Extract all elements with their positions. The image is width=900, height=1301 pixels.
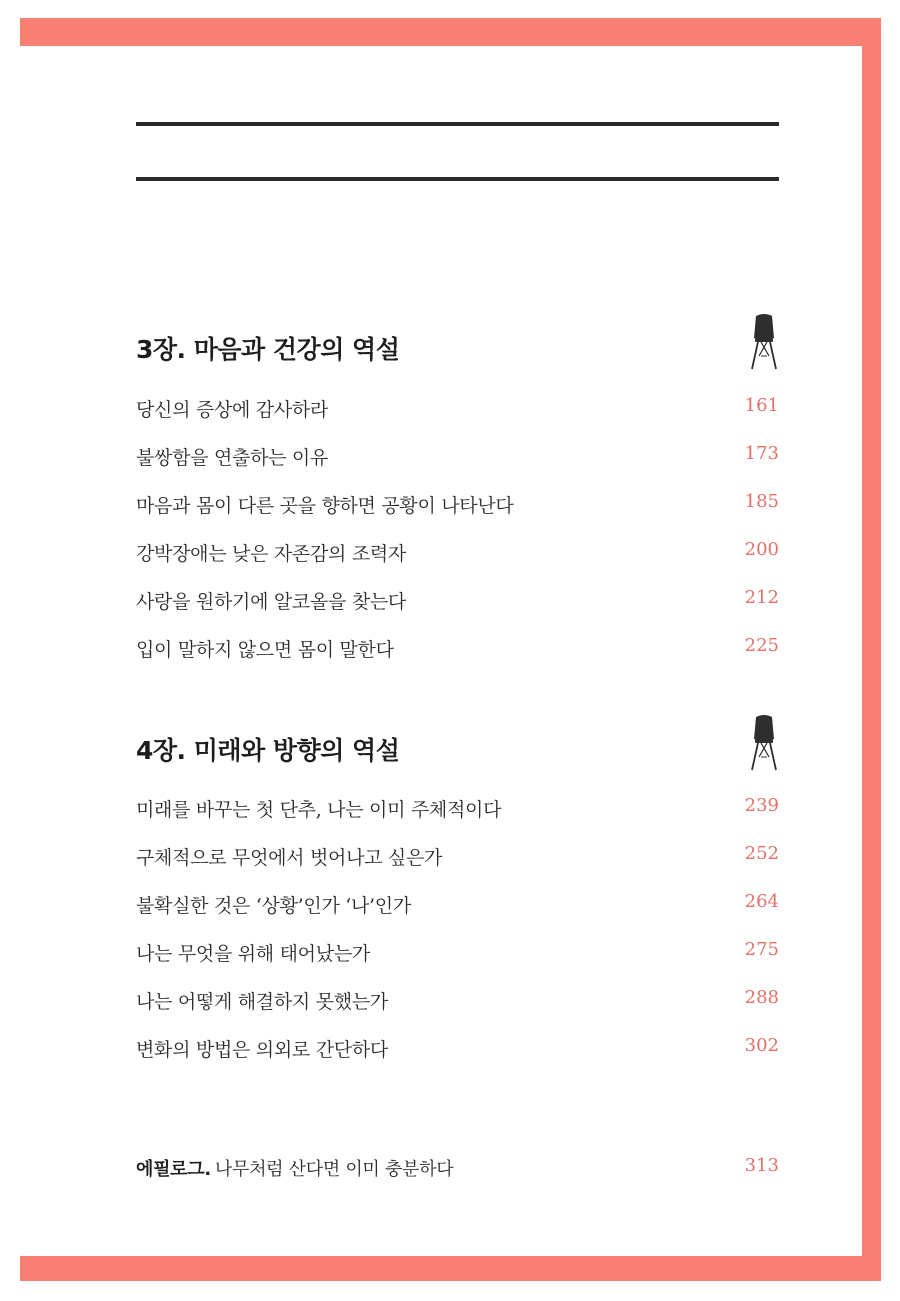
toc-entry-title: 불쌍함을 연출하는 이유 — [136, 447, 329, 469]
toc-entry[interactable] — [136, 987, 779, 1017]
toc-entry-page: 252 — [744, 843, 779, 864]
chapter-4-section — [136, 713, 779, 1061]
chapter-title: 3장. 마음과 건강의 역설 — [136, 335, 400, 364]
toc-entry-title: 구체적으로 무엇에서 벗어나고 싶은가 — [136, 847, 443, 869]
header-rule-bottom — [136, 177, 779, 181]
epilogue-title: 나무처럼 산다면 이미 충분하다 — [214, 1159, 454, 1180]
toc-entry-title: 미래를 바꾸는 첫 단추, 나는 이미 주체적이다 — [136, 799, 502, 821]
epilogue-label: 에필로그. — [136, 1159, 211, 1180]
epilogue-page: 313 — [744, 1155, 779, 1176]
chapter-title: 4장. 미래와 방향의 역설 — [136, 736, 400, 765]
chair-icon — [749, 312, 779, 372]
toc-entry[interactable] — [136, 443, 779, 473]
toc-entry-page: 185 — [744, 491, 779, 512]
toc-entry[interactable] — [136, 843, 779, 873]
frame-bottom-border — [20, 1256, 881, 1281]
toc-entry[interactable] — [136, 891, 779, 921]
toc-entry-title: 강박장애는 낮은 자존감의 조력자 — [136, 543, 406, 565]
header-rule-top — [136, 122, 779, 126]
toc-entry-page: 275 — [744, 939, 779, 960]
toc-entry[interactable] — [136, 939, 779, 969]
toc-entry-page: 161 — [744, 395, 779, 416]
toc-entry[interactable] — [136, 1035, 779, 1065]
toc-entry-title: 입이 말하지 않으면 몸이 말한다 — [136, 639, 394, 661]
toc-entry-title: 나는 무엇을 위해 태어났는가 — [136, 943, 370, 965]
chapter-header — [136, 312, 779, 372]
chapter-3-section — [136, 312, 779, 661]
toc-entry-page: 288 — [744, 987, 779, 1008]
toc-entry-page: 264 — [744, 891, 779, 912]
toc-entry-page: 200 — [744, 539, 779, 560]
frame-top-border — [20, 18, 881, 46]
toc-entry[interactable] — [136, 795, 779, 825]
epilogue-entry[interactable] — [136, 1155, 779, 1185]
toc-entry[interactable] — [136, 539, 779, 569]
chapter-header — [136, 713, 779, 773]
toc-entry[interactable] — [136, 395, 779, 425]
toc-entry-title: 당신의 증상에 감사하라 — [136, 399, 329, 421]
frame-right-border — [862, 18, 881, 1281]
toc-entry-page: 225 — [744, 635, 779, 656]
toc-entry-page: 173 — [744, 443, 779, 464]
toc-entry[interactable] — [136, 587, 779, 617]
toc-entry-page: 239 — [744, 795, 779, 816]
toc-entry[interactable] — [136, 635, 779, 665]
toc-entry-title: 사랑을 원하기에 알코올을 찾는다 — [136, 591, 406, 613]
chair-icon — [749, 713, 779, 773]
toc-entry-title: 불확실한 것은 ‘상황’인가 ‘나’인가 — [136, 895, 411, 917]
toc-entry-title: 변화의 방법은 의외로 간단하다 — [136, 1039, 388, 1061]
toc-entry-title: 마음과 몸이 다른 곳을 향하면 공황이 나타난다 — [136, 495, 514, 517]
toc-entry-title: 나는 어떻게 해결하지 못했는가 — [136, 991, 388, 1013]
toc-entry[interactable] — [136, 491, 779, 521]
toc-entry-page: 302 — [744, 1035, 779, 1056]
toc-entry-page: 212 — [744, 587, 779, 608]
